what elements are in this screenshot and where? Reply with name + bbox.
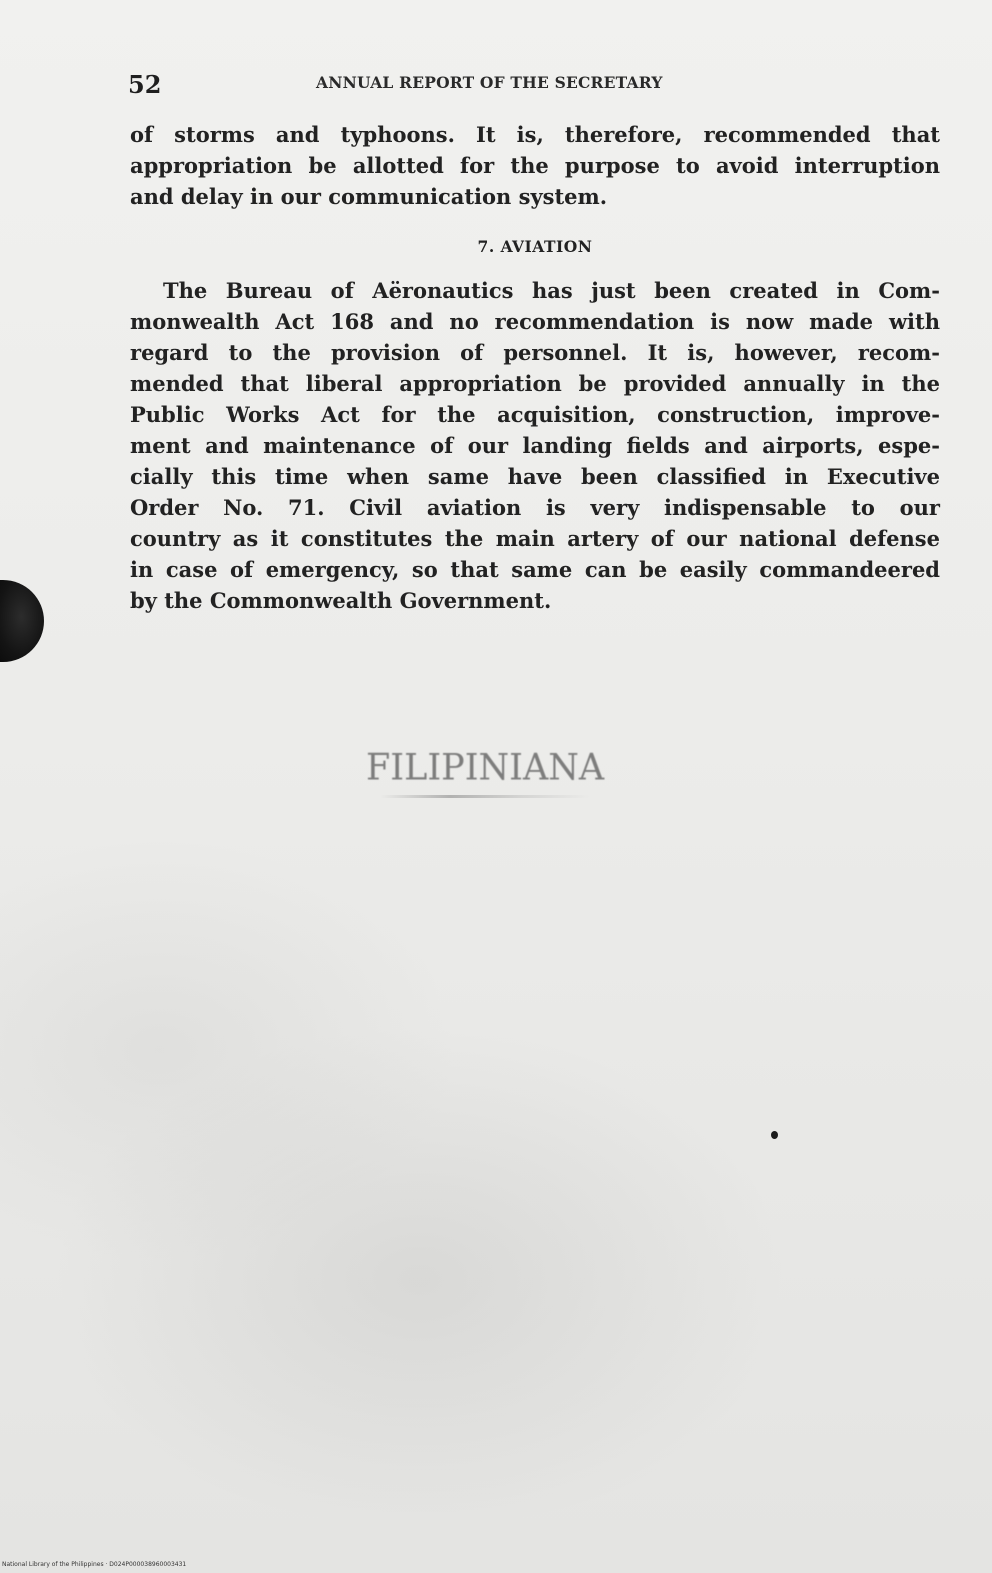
text-line: mended that liberal appropriation be provided annually in the [130, 371, 940, 396]
text-line: Order No. 71. Civil aviation is very indispensable to our [130, 495, 940, 520]
text-line: The Bureau of Aëronautics has just been created in Com- [163, 278, 940, 303]
page-header [128, 66, 940, 102]
running-head: ANNUAL REPORT OF THE SECRETARY [316, 73, 663, 92]
footer-note: National Library of the Philippines · D024P000038960003431 [2, 1561, 187, 1568]
text-line: by the Commonwealth Government. [130, 588, 552, 613]
ink-speck [771, 1131, 778, 1139]
paragraph-aviation [130, 275, 940, 616]
stamp-underline [380, 795, 590, 798]
text-line: country as it constitutes the main artery of our national defense [130, 526, 940, 551]
text-line: in case of emergency, so that same can be easily commandeered [130, 557, 940, 582]
text-line: and delay in our communication system. [130, 184, 608, 209]
text-line: Public Works Act for the acquisition, construction, improve- [130, 402, 940, 427]
text-line: monwealth Act 168 and no recommendation is now made with [130, 309, 940, 334]
text-line: of storms and typhoons. It is, therefore, recommended that [130, 122, 940, 147]
text-line: cially this time when same have been classified in Executive [130, 464, 940, 489]
page-number: 52 [128, 70, 162, 99]
text-line: ment and maintenance of our landing fields and airports, espe- [130, 433, 940, 458]
binding-hole [0, 580, 44, 662]
text-line: appropriation be allotted for the purpose to avoid interruption [130, 153, 940, 178]
text-line: regard to the provision of personnel. It is, however, recom- [130, 340, 940, 365]
section-heading: 7. AVIATION [477, 237, 593, 256]
filipiniana-stamp: FILIPINIANA [366, 747, 605, 789]
paragraph-communications [130, 119, 940, 212]
